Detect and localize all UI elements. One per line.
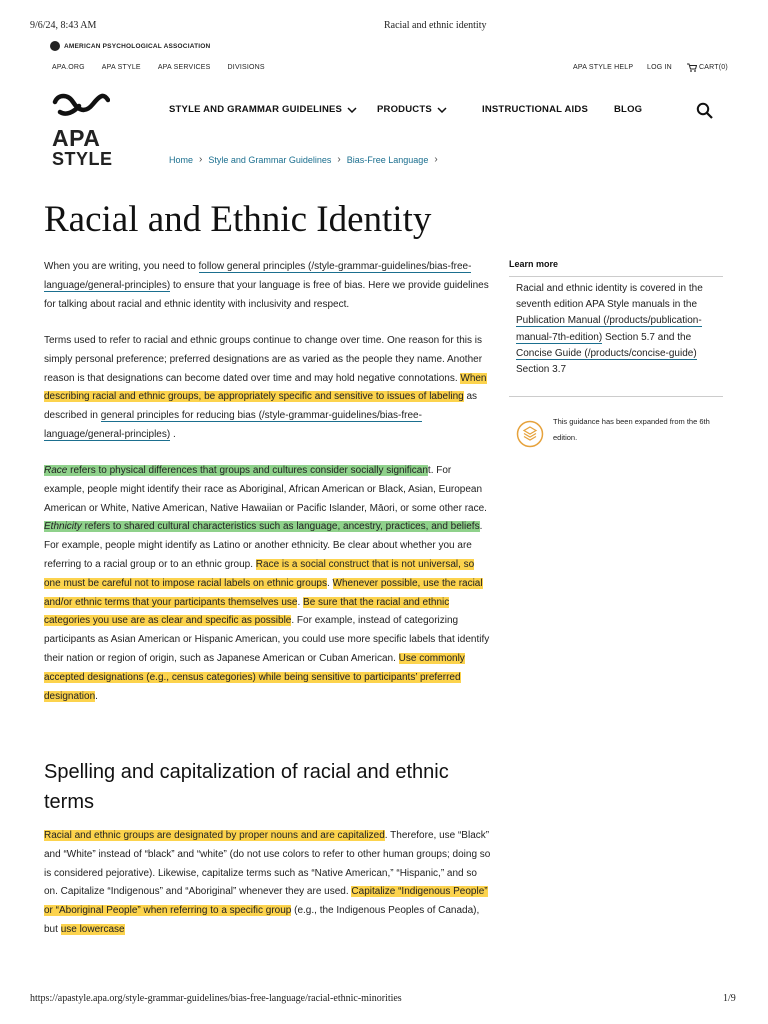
publication-manual-link[interactable]: Publication Manual (/products/publication-manual-7th-edition) [516,315,702,343]
text: Section 3.7 [516,364,567,376]
terms-paragraph [44,332,492,445]
print-datetime: 9/6/24, 8:43 AM [30,20,97,31]
breadcrumb [169,154,438,165]
utility-nav [52,64,265,71]
highlight: Use commonly accepted designations (e.g., census categories) while being sensitive to participants’ preferred designation [44,652,465,702]
text: . [326,577,333,589]
general-principles-link[interactable]: follow general principles (/style-grammar-guidelines/bias-free-language/general-principles) [44,261,472,291]
layers-icon [516,420,544,448]
highlight-green [44,465,428,476]
highlight-green [44,521,480,532]
logo-line-apa: APA [52,125,101,151]
org-name: AMERICAN PSYCHOLOGICAL ASSOCIATION [64,42,211,50]
chevron-down-icon [437,107,447,113]
text: . [297,596,304,608]
utility-link-apa-org[interactable]: APA.ORG [52,64,85,71]
term-race: Race [44,465,68,476]
text: . For example, people might identify as Latino or another ethnicity. Be clear about whether you are referring to a racial group or to an ethnic group. [44,521,483,570]
nav-products[interactable] [377,104,447,115]
highlight: use lowercase [60,923,125,935]
print-page-number: 1/9 [723,993,736,1004]
expanded-guidance-note: This guidance has been expanded from the 6th edition. [553,417,710,442]
text: as described in [44,391,478,422]
sidebar-learn-more-text [516,281,721,378]
text: . For example, instead of categorizing participants as Asian American or Hispanic American, you could use more specific labels that identify their nation or region of origin, such as Japanese American or Cuban American. [44,615,490,664]
divider [509,276,723,277]
breadcrumb-guidelines[interactable]: Style and Grammar Guidelines [208,154,332,165]
concise-guide-link[interactable]: Concise Guide (/products/concise-guide) [516,347,697,359]
text: . Therefore, use “Black” and “White” instead of “black” and “white” (do not use colors to refer to other human groups; doing so is considered pejorative). Likewise, capitalize terms such as “Native American,” “Hispanic,” and so on. Capitalize “Indigenous” and “Aboriginal” whenever they are used. [44,830,491,898]
term-ethnicity: Ethnicity [44,521,82,533]
org-banner[interactable] [50,41,210,51]
intro-paragraph [44,258,492,314]
nav-instructional-aids[interactable]: INSTRUCTIONAL AIDS [482,104,588,115]
apa-logo-mark-icon [52,92,110,116]
text: . [95,690,98,702]
sidebar-heading: Learn more [509,259,559,269]
race-ethnicity-paragraph [44,462,492,706]
capitalization-paragraph [44,827,492,940]
text: Racial and ethnic identity is covered in the seventh edition APA Style manuals in the [516,283,703,311]
utility-link-divisions[interactable]: DIVISIONS [227,64,265,71]
apa-style-logo[interactable] [52,92,114,169]
logo-line-style: STYLE [52,149,113,169]
nav-products-label: PRODUCTS [377,104,432,115]
cart-label: CART(0) [699,64,728,71]
text: t. For example, people might identify their race as Aboriginal, African American or Black, Asian, European American or White, Native American, Native Hawaiian or Pacific Islander, Māori, or some other race. [44,465,487,514]
chevron-down-icon [347,107,357,113]
breadcrumb-bias-free[interactable]: Bias-Free Language [346,154,429,165]
nav-style-guidelines-label: STYLE AND GRAMMAR GUIDELINES [169,104,343,115]
page-title: Racial and Ethnic Identity [44,199,432,240]
print-url: https://apastyle.apa.org/style-grammar-guidelines/bias-free-language/racial-ethnic-minorities [30,993,402,1004]
cart-link[interactable] [687,63,728,72]
apa-style-help-link[interactable]: APA STYLE HELP [573,64,634,71]
reducing-bias-link[interactable]: general principles for reducing bias (/style-grammar-guidelines/bias-free-language/general-principles) [44,410,422,440]
highlight: Racial and ethnic groups are designated by proper nouns and are capitalized [44,830,385,841]
text: refers to physical differences that groups and cultures consider socially significan [67,465,428,476]
breadcrumb-home[interactable]: Home [169,154,194,165]
highlight: Be sure that the racial and ethnic categories you use are as clear and specific as possible [44,596,450,627]
utility-link-apa-style[interactable]: APA STYLE [101,64,141,71]
search-icon[interactable] [696,102,713,119]
chevron-right-icon: › [337,154,341,165]
login-link[interactable]: LOG IN [647,64,672,71]
text: (e.g., the Indigenous Peoples of Canada), but [44,905,480,935]
apa-seal-icon [50,41,60,51]
highlight: Whenever possible, use the racial and/or ethnic terms that your participants themselves use [44,577,483,608]
nav-style-guidelines[interactable] [169,104,357,115]
chevron-right-icon: › [199,154,203,165]
highlight: When describing racial and ethnic groups, be appropriately specific and sensitive to issues of labeling [44,372,487,403]
chevron-right-icon: › [434,154,438,165]
highlight: Capitalize “Indigenous People” or “Aboriginal People” when referring to a specific group [44,886,488,917]
text: to ensure that your language is free of bias. Here we provide guidelines for talking about racial and ethnic identity with inclusivity and respect. [44,279,489,310]
highlight: Race is a social construct that is not universal, so one must be careful not to impose racial labels on ethnic groups [44,558,475,589]
cart-icon [687,63,697,72]
text: . [170,428,176,440]
text: Section 5.7 and the [602,331,692,343]
text: refers to shared cultural characteristics such as language, ancestry, practices, and beliefs [81,521,480,533]
text: Terms used to refer to racial and ethnic groups continue to change over time. One reason for this is simply personal preference; preferred designations are as varied as the people they name. Another reason is that designations can become dated over time and may hold negative connotations. [44,335,483,384]
text: When you are writing, you need to [44,261,199,272]
section-heading-spelling: Spelling and capitalization of racial and ethnic terms [44,761,449,813]
utility-link-apa-services[interactable]: APA SERVICES [157,64,211,71]
divider [509,396,723,397]
print-page-title: Racial and ethnic identity [384,20,487,31]
nav-blog[interactable]: BLOG [614,104,643,115]
